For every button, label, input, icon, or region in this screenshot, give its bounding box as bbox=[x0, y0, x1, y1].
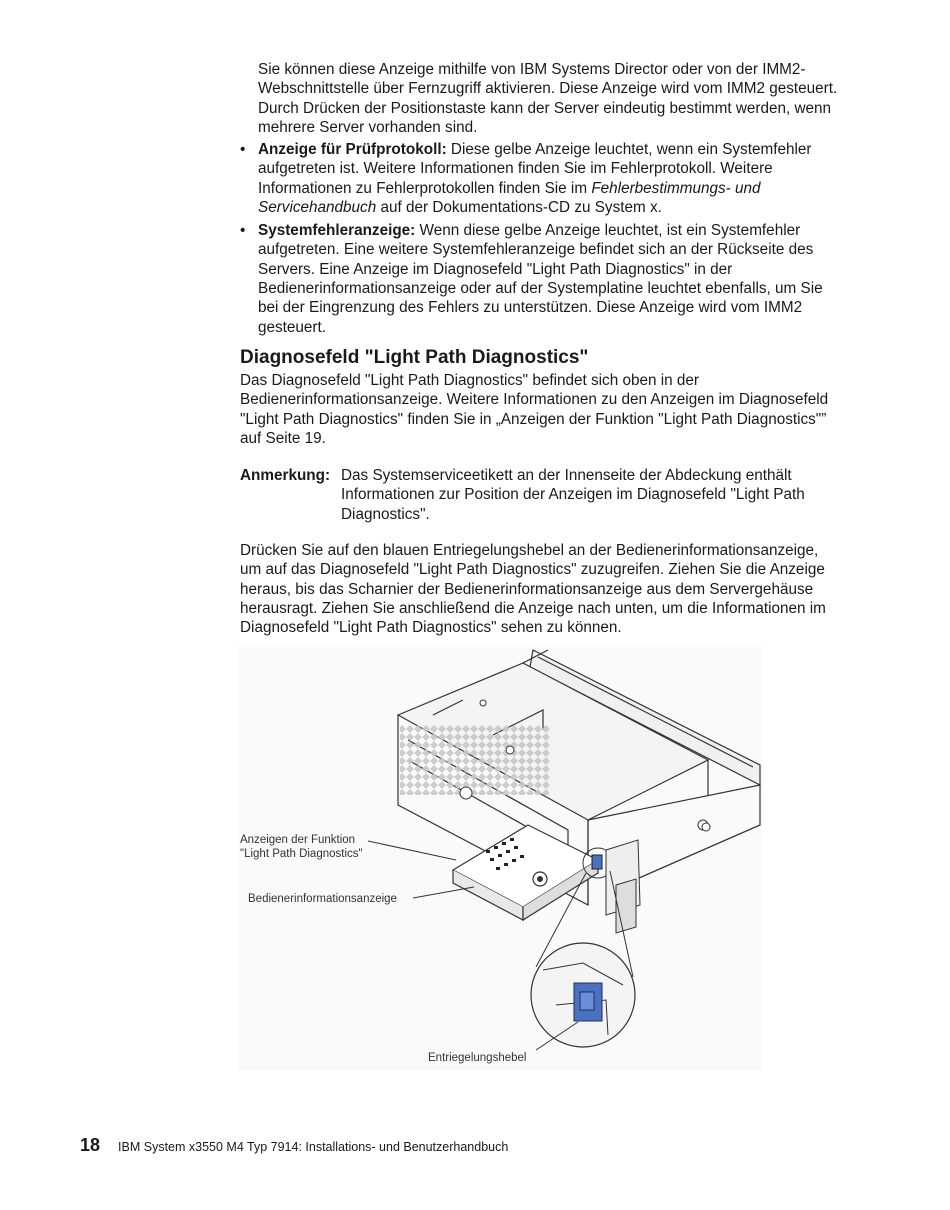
item-text: auf der Dokumentations-CD zu System x. bbox=[376, 198, 662, 216]
release-lever-small bbox=[592, 855, 602, 869]
section-heading: Diagnosefeld "Light Path Diagnostics" bbox=[240, 347, 589, 368]
instruction-paragraph: Drücken Sie auf den blauen Entriegelungshebel an der Bedienerinformationsanzeige, um auf das Diagnosefeld "Light Path Diagnostics" zuzugreifen. Ziehen Sie die Anzeige heraus, bis das Scharnier der Bedienerinformationsanzeige aus dem Servergehäuse herausragt. Ziehen Sie anschließend die Anzeige nach unten, um die Informationen im Diagnosefeld "Light Path Diagnostics" sehen zu können. bbox=[240, 542, 826, 637]
item-text: Wenn diese gelbe Anzeige leuchtet, ist ein Systemfehler aufgetreten. Eine weitere Systemfehleranzeige befindet sich an der Rückseite des Servers. Eine Anzeige im Diagnosefeld "Light Path Diagnostics" in der Bedienerinformationsanzeige oder auf der Systemplatine leuchtet ebenfalls, um Sie bei der Eingrenzung des Fehlers zu unterstützen. Diese Anzeige wird vom IMM2 gesteuert. bbox=[258, 222, 823, 336]
list-item bbox=[240, 140, 840, 217]
term-label: Systemfehleranzeige: bbox=[258, 222, 416, 240]
note-label: Anmerkung: bbox=[240, 467, 331, 484]
section-paragraph: Das Diagnosefeld "Light Path Diagnostics" befindet sich oben in der Bedienerinformationsanzeige. Weitere Informationen zu den Anzeigen im Diagnosefeld "Light Path Diagnostics" finden Sie in „Anzeigen der Funktion "Light Path Diagnostics"” auf Seite 19. bbox=[240, 372, 829, 447]
page-footer bbox=[80, 1135, 780, 1156]
list-item bbox=[240, 221, 840, 337]
callout-label-leds-line2: "Light Path Diagnostics" bbox=[240, 848, 363, 860]
callout-label-lever: Entriegelungshebel bbox=[428, 1052, 527, 1064]
callout-label-panel: Bedienerinformationsanzeige bbox=[248, 893, 397, 905]
item-text: Diese gelbe Anzeige leuchtet, wenn ein Systemfehler aufgetreten ist. Weitere Informationen finden Sie im Fehlerprotokoll. Weitere Informationen zu Fehlerprotokollen finden Sie im bbox=[258, 141, 812, 197]
callout-label-leds: Anzeigen der Funktion bbox=[240, 834, 356, 846]
server-illustration bbox=[238, 645, 762, 1070]
bullet-icon: • bbox=[240, 141, 246, 158]
bullet-icon: • bbox=[240, 222, 246, 240]
vent-pattern bbox=[400, 725, 550, 795]
indicator-list bbox=[240, 140, 840, 341]
intro-paragraph: Sie können diese Anzeige mithilfe von IBM Systems Director oder von der IMM2-Webschnittstelle über Fernzugriff aktivieren. Diese Anzeige wird vom IMM2 gesteuert. Durch Drücken der Positionstaste kann der Server eindeutig bestimmt werden, wenn mehrere Server vorhanden sind. bbox=[258, 61, 838, 136]
note-block bbox=[240, 466, 838, 524]
term-label: Anzeige für Prüfprotokoll: bbox=[258, 141, 447, 158]
note-text: Das Systemserviceetikett an der Innenseite der Abdeckung enthält Informationen zur Position der Anzeigen im Diagnosefeld "Light Path Diagnostics". bbox=[341, 467, 805, 523]
page-number: 18 bbox=[80, 1135, 101, 1155]
manual-reference: Fehlerbestimmungs- und Servicehandbuch bbox=[258, 179, 761, 216]
document-title: IBM System x3550 M4 Typ 7914: Installations- und Benutzerhandbuch bbox=[118, 1140, 509, 1154]
